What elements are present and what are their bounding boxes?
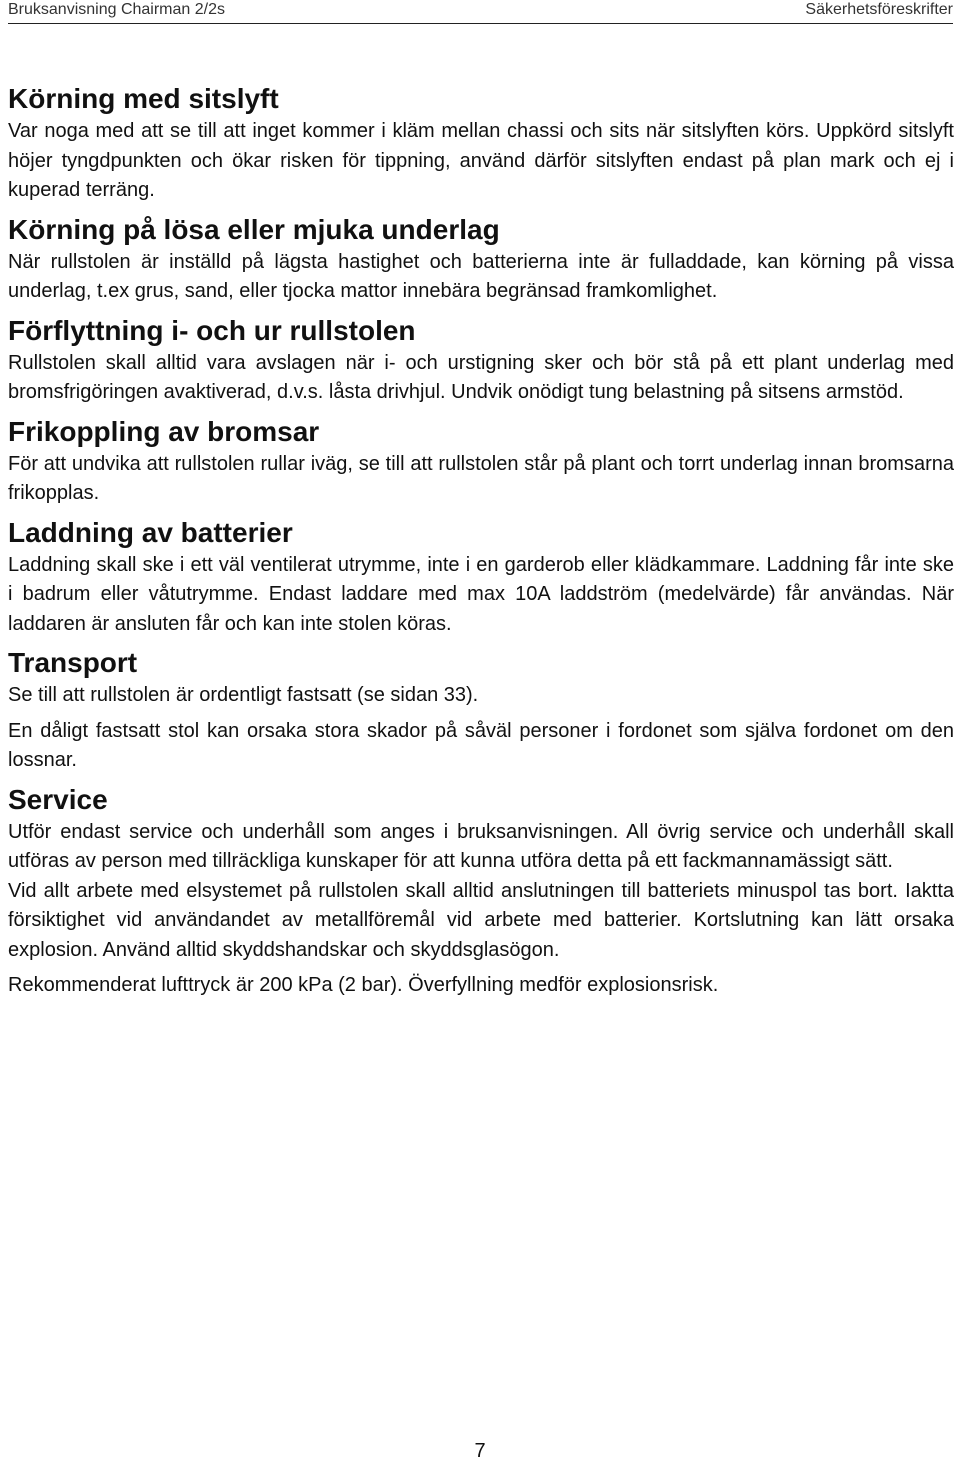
- section-forflyttning: [8, 314, 954, 408]
- section-heading: Frikoppling av bromsar: [8, 415, 320, 447]
- page-number: 7: [474, 1440, 486, 1462]
- page-header: [8, 0, 953, 24]
- section-paragraph: En dåligt fastsatt stol kan orsaka stora skador på såväl personer i fordonet som själva fordonet om den lossnar.: [8, 719, 954, 771]
- section-heading: Service: [8, 783, 108, 815]
- section-paragraph: Var noga med att se till att inget kommer i kläm mellan chassi och sits när sitslyften körs. Uppkörd sitslyft höjer tyngdpunkten och ökar risken för tippning, använd därför sitslyften endast på plan mark och ej i kuperad terräng.: [8, 120, 954, 201]
- section-korning-losa-underlag: [8, 213, 954, 307]
- page-content: [8, 82, 954, 1001]
- section-heading: Laddning av batterier: [8, 516, 293, 548]
- section-frikoppling-bromsar: [8, 415, 954, 509]
- section-paragraph: Laddning skall ske i ett väl ventilerat utrymme, inte i en garderob eller klädkammare. Laddning får inte ske i badrum eller våtutrymme. Endast laddare med max 10A laddström (medelvärde) får användas. När laddaren är ansluten får och kan inte stolen köras.: [8, 553, 954, 635]
- manual-title: Bruksanvisning Chairman 2/2s: [8, 1, 225, 18]
- section-heading: Förflyttning i- och ur rullstolen: [8, 314, 416, 346]
- section-service: [8, 783, 954, 1001]
- section-heading: Transport: [8, 647, 138, 678]
- section-paragraph: Vid allt arbete med elsystemet på rullstolen skall alltid anslutningen till batteriets minuspol tas bort. Iaktta försiktighet vid användandet av metallföremål vid arbete med batterier. Kortslutning kan lätt orsaka explosion. Använd alltid skyddshandskar och skyddsglasögon.: [8, 879, 954, 961]
- section-paragraph: När rullstolen är inställd på lägsta hastighet och batterierna inte är fulladdade, kan körning på vissa underlag, t.ex grus, sand, eller tjocka mattor innebära begränsad framkomlighet.: [8, 250, 954, 302]
- section-heading: Körning på lösa eller mjuka underlag: [8, 213, 500, 245]
- section-laddning-batterier: [8, 516, 954, 640]
- section-paragraph: Se till att rullstolen är ordentligt fastsatt (se sidan 33).: [8, 684, 479, 706]
- section-paragraph: Utför endast service och underhåll som anges i bruksanvisningen. All övrig service och underhåll skall utföras av person med tillräckliga kunskaper för att kunna utföra detta på ett fackmannamässigt sätt.: [8, 820, 954, 872]
- section-heading: Körning med sitslyft: [8, 83, 279, 114]
- section-korning-med-sitslyft: [8, 82, 954, 206]
- section-transport: [8, 646, 954, 776]
- section-paragraph: Rullstolen skall alltid vara avslagen när i- och urstigning sker och bör stå på ett plant underlag med bromsfrigöringen avaktiverad, d.v.s. låsta drivhjul. Undvik onödigt tung belastning på sitsens armstöd.: [8, 351, 954, 403]
- chapter-title: Säkerhetsföreskrifter: [805, 1, 953, 18]
- section-paragraph: För att undvika att rullstolen rullar iväg, se till att rullstolen står på plant och torrt underlag innan bromsarna frikopplas.: [8, 452, 954, 504]
- section-paragraph: Rekommenderat lufttryck är 200 kPa (2 bar). Överfyllning medför explosionsrisk.: [8, 974, 719, 996]
